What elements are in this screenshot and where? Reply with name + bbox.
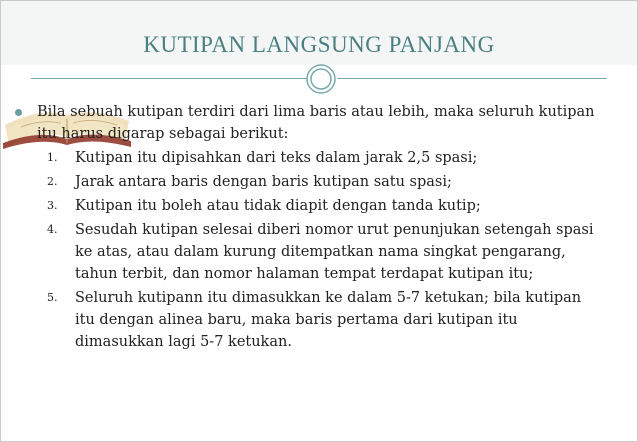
slide-title: KUTIPAN LANGSUNG PANJANG: [143, 32, 495, 57]
list-item-number: 2.: [47, 175, 58, 188]
list-item: [25, 195, 595, 217]
list-item: [25, 147, 595, 169]
list-item: [25, 219, 595, 285]
list-item-number: 5.: [47, 291, 58, 304]
list-item-text: Jarak antara baris dengan baris kutipan satu spasi;: [75, 174, 452, 190]
list-item-text: Sesudah kutipan selesai diberi nomor urut penunjukan setengah spasi ke atas, atau dalam kurung ditempatkan nama singkat pengarang, tahun terbit, dan nomor halaman tempat terdapat kutipan itu;: [75, 222, 594, 282]
list-item-number: 4.: [47, 223, 58, 236]
list-item: [25, 287, 595, 353]
divider-left: [31, 78, 307, 79]
divider-right: [337, 78, 607, 79]
content: [25, 101, 595, 353]
circle-ornament-icon: [305, 63, 337, 95]
list-item-text: Kutipan itu dipisahkan dari teks dalam jarak 2,5 spasi;: [75, 150, 478, 166]
intro-text: Bila sebuah kutipan terdiri dari lima baris atau lebih, maka seluruh kutipan itu harus digarap sebagai berikut:: [37, 104, 595, 142]
list-item-text: Seluruh kutipann itu dimasukkan ke dalam 5-7 ketukan; bila kutipan itu dengan alinea baru, maka baris pertama dari kutipan itu dimasukkan lagi 5-7 ketukan.: [75, 290, 582, 350]
list-item: [25, 171, 595, 193]
bullet-icon: [15, 109, 22, 116]
list-item-text: Kutipan itu boleh atau tidak diapit dengan tanda kutip;: [75, 198, 481, 214]
list-item-number: 1.: [47, 151, 58, 164]
intro-paragraph: [25, 101, 595, 145]
list-item-number: 3.: [47, 199, 58, 212]
